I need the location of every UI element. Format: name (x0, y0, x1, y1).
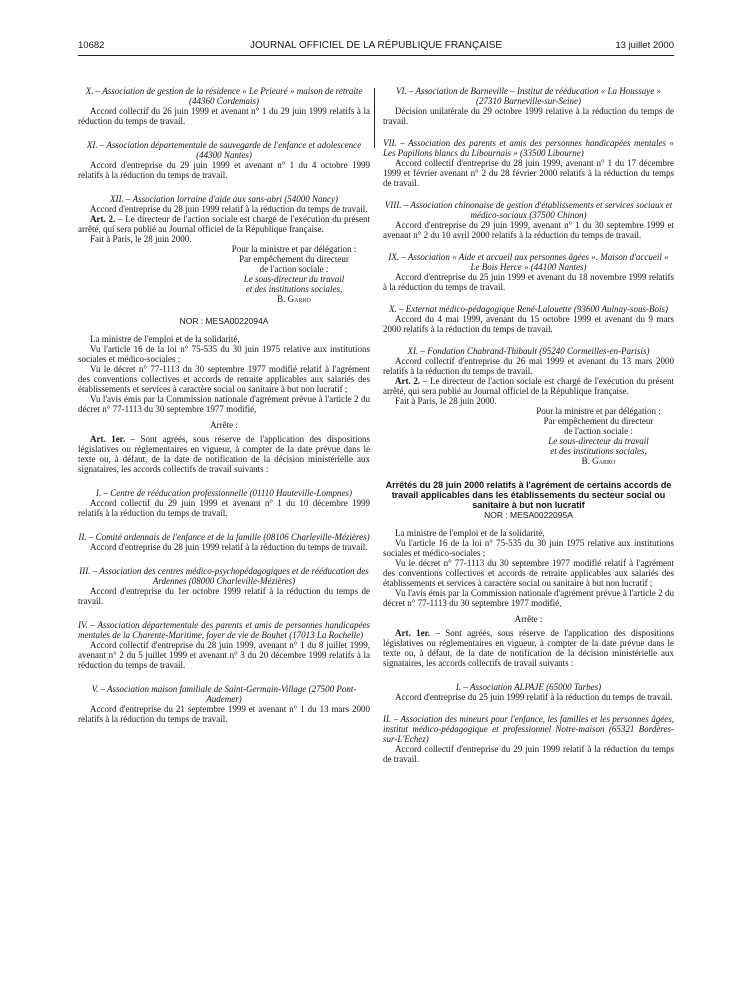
paragraph: Accord collectif d'entreprise du 26 mai 1999 et avenant du 13 mars 2000 relatifs à la réduction du temps de travail. (383, 356, 674, 376)
section-heading: VIII. – Association chinonaise de gestion d'établissements et services sociaux et médico-sociaux (37500 Chinon) (384, 200, 673, 220)
signature-line: Le sous-directeur du travail (548, 436, 649, 446)
preamble: Vu le décret n° 77-1113 du 30 septembre 1977 modifié relatif à l'agrément des conventions collectives et accords de retraite applicables aux salariés des établissements et services à caractère social ou sanitaire à but non lucratif ; (383, 558, 674, 588)
section-heading: II. – Comité ardennais de l'enfance et de la famille (08106 Charleville-Mézières) (78, 532, 370, 542)
article-label: Art. 2. (90, 214, 116, 224)
nor-reference: NOR : MESA0022094A (179, 316, 269, 326)
signature-line: et des institutions sociales, (550, 446, 647, 456)
page-number: 10682 (78, 40, 105, 51)
fait-line: Fait à Paris, le 28 juin 2000. (90, 234, 192, 244)
paragraph: Accord d'entreprise du 1er octobre 1999 relatif à la réduction du temps de travail. (78, 586, 370, 606)
article-paragraph (78, 214, 370, 234)
signature-line: Le sous-directeur du travail (243, 274, 345, 284)
paragraph: Accord collectif d'entreprise du 29 juin 1999 relatif à la réduction du temps de travail. (383, 744, 674, 764)
signature-line: Pour la ministre et par délégation : (231, 244, 357, 254)
article-text: – Le directeur de l'action sociale est chargé de l'exécution du présent arrêté, qui sera publié au Journal officiel de la République française. (78, 214, 370, 234)
section-heading: X. – Externat médico-pédagogique René-Lalouette (93600 Aulnay-sous-Bois) (388, 304, 669, 314)
journal-title: JOURNAL OFFICIEL DE LA RÉPUBLIQUE FRANÇAISE (249, 40, 503, 51)
arrete-label: Arrête : (210, 420, 238, 430)
paragraph: Accord d'entreprise du 28 juin 1999 relatif à la réduction du temps de travail. (90, 204, 368, 214)
nor-reference: NOR : MESA0022095A (484, 510, 573, 520)
section-heading: I. – Association ALPAJE (65000 Tarbes) (455, 682, 602, 692)
preamble: La ministre de l'emploi et de la solidarité, (395, 528, 545, 538)
preamble: Vu l'article 16 de la loi n° 75-535 du 30 juin 1975 relative aux institutions sociales et médico-sociales ; (383, 538, 674, 558)
preamble: Vu le décret n° 77-1113 du 30 septembre 1977 modifié relatif à l'agrément des conventions collectives et accords de retraite applicables aux salariés des établissements et services à caractère social ou sanitaire à but non lucratif ; (78, 364, 370, 394)
column-separator (374, 88, 375, 148)
preamble: Vu l'avis émis par la Commission nationale d'agrément prévue à l'article 2 du décret n° 77-1113 du 30 septembre 1977 modifié, (383, 588, 674, 608)
section-heading: XI. – Fondation Chabrand-Thibault (95240 Cormeilles-en-Parisis) (407, 346, 650, 356)
paragraph: Accord d'entreprise du 29 juin 1999 et avenant n° 1 du 4 octobre 1999 relatifs à la réduction du temps de travail. (78, 160, 370, 180)
signatory-name: B. Garro (277, 294, 311, 304)
paragraph: Accord d'entreprise du 25 juin 1999 et avenant du 18 novembre 1999 relatifs à la réduction du temps de travail. (383, 272, 674, 292)
section-heading: II. – Association des mineurs pour l'enfance, les familles et les personnes âgées, institut médico-pédagogique et professionnel Notre-maison (65321 Bordères-sur-L'Echez) (383, 714, 674, 744)
preamble: La ministre de l'emploi et de la solidarité, (90, 334, 240, 344)
article-text: – Sont agréés, sous réserve de l'application des dispositions législatives ou réglementaires en vigueur, à compter de la date prévue dans le texte ou, à défaut, de la date de notification de la décision ministérielle aux signataires, les accords collectifs de travail suivants : (383, 628, 674, 668)
arrete-label: Arrête : (514, 614, 543, 624)
article-text: – Le directeur de l'action sociale est chargé de l'exécution du présent arrêté, qui sera publié au Journal officiel de la République française. (383, 376, 674, 396)
publication-date: 13 juillet 2000 (615, 40, 674, 51)
article-label: Art. 2. (395, 376, 421, 386)
preamble: Vu l'article 16 de la loi n° 75-535 du 30 juin 1975 relative aux institutions sociales et médico-sociales ; (78, 344, 370, 364)
section-heading: XII. – Association lorraine d'aide aux sans-abri (54000 Nancy) (110, 194, 338, 204)
paragraph: Accord d'entreprise du 21 septembre 1999 et avenant n° 1 du 13 mars 2000 relatifs à la réduction du temps de travail. (78, 704, 370, 724)
paragraph: Accord collectif du 26 juin 1999 et avenant n° 1 du 29 juin 1999 relatifs à la réduction du temps de travail. (78, 106, 370, 126)
article-text: – Sont agréés, sous réserve de l'application des dispositions législatives ou réglementaires en vigueur, à compter de la date prévue dans le texte ou, à défaut, de la date de notification de la décision ministérielle aux signataires, les accords collectifs de travail suivants : (78, 434, 370, 474)
paragraph: Accord du 4 mai 1999, avenant du 15 octobre 1999 et avenant du 9 mars 2000 relatifs à la réduction du temps de travail. (383, 314, 674, 334)
decree-title: Arrêtés du 28 juin 2000 relatifs à l'agrément de certains accords de travail applicables dans les établissements du secteur social ou sanitaire à but non lucratif (385, 480, 672, 510)
paragraph: Accord collectif du 29 juin 1999 et avenant n° 1 du 10 décembre 1999 relatifs à la réduction du temps de travail. (78, 498, 370, 518)
section-heading: IX. – Association « Aide et accueil aux personnes âgées ». Maison d'accueil « Le Bois Herce » (44100 Nantes) (388, 252, 669, 272)
signature-line: Pour la ministre et par délégation : (536, 406, 661, 416)
paragraph: Accord d'entreprise du 28 juin 1999 relatif à la réduction du temps de travail. (90, 542, 368, 552)
article-paragraph (383, 376, 674, 396)
signature-line: Par empêchement du directeur (543, 416, 654, 426)
paragraph: Décision unilatérale du 29 octobre 1999 relative à la réduction du temps de travail. (383, 106, 674, 126)
article-label: Art. 1er. (395, 628, 431, 638)
preamble: Vu l'avis émis par la Commission nationale d'agrément prévue à l'article 2 du décret n° 77-1113 du 30 septembre 1977 modifié, (78, 394, 370, 414)
signatory-name: B. Garro (581, 456, 616, 466)
header-rule (78, 55, 674, 56)
paragraph: Accord d'entreprise du 25 juin 1999 relatif à la réduction du temps de travail. (395, 692, 673, 702)
signature-line: et des institutions sociales, (245, 284, 343, 294)
article-label: Art. 1er. (90, 434, 126, 444)
signature-line: de l'action sociale : (564, 426, 633, 436)
section-heading: I. – Centre de rééducation professionnelle (01110 Hauteville-Lompnes) (96, 488, 352, 498)
section-heading: XI. – Association départementale de sauvegarde de l'enfance et adolescence (44300 Nantes) (86, 140, 362, 160)
section-heading: IV. – Association départementale des parents et amis de personnes handicapées mentales de la Charente-Maritime, foyer de vie de Bouhet (17013 La Rochelle) (78, 620, 370, 640)
fait-line: Fait à Paris, le 28 juin 2000. (395, 396, 497, 406)
article-paragraph (78, 434, 370, 474)
right-column (383, 86, 674, 764)
paragraph: Accord collectif d'entreprise du 28 juin 1999, avenant n° 1 du 17 décembre 1999 et février avenant n° 2 du 28 février 2000 relatifs à la réduction du temps de travail. (383, 158, 674, 188)
signature-line: de l'action sociale : (259, 264, 329, 274)
paragraph: Accord collectif d'entreprise du 28 juin 1999, avenant n° 1 du 8 juillet 1999, avenant n° 2 du 5 juillet 1999 et avenant n° 3 du 20 décembre 1999 relatifs à la réduction du temps de travail. (78, 640, 370, 670)
signature-line: Par empêchement du directeur (239, 254, 349, 264)
section-heading: VII. – Association des parents et amis des personnes handicapées mentales « Les Papillons blancs du Libournais » (33500 Libourne) (383, 138, 674, 158)
page-header (78, 40, 674, 54)
section-heading: V. – Association maison familiale de Saint-Germain-Village (27500 Pont-Audemer) (91, 684, 357, 704)
section-heading: VI. – Association de Barneville – Institut de rééducation « La Houssaye » (27310 Barneville-sur-Seine) (395, 86, 662, 106)
left-column (78, 86, 370, 724)
section-heading: X. – Association de gestion de la résidence « Le Prieuré » maison de retraite (44360 Cordemais) (85, 86, 363, 106)
section-heading: III. – Association des centres médico-psychopédagogiques et de rééducation des Ardennes (08000 Charleville-Mézières) (79, 566, 369, 586)
article-paragraph (383, 628, 674, 668)
paragraph: Accord d'entreprise du 29 juin 1999, avenant n° 1 du 30 septembre 1999 et avenant n° 2 du 10 avril 2000 relatifs à la réduction du temps de travail. (383, 220, 674, 240)
